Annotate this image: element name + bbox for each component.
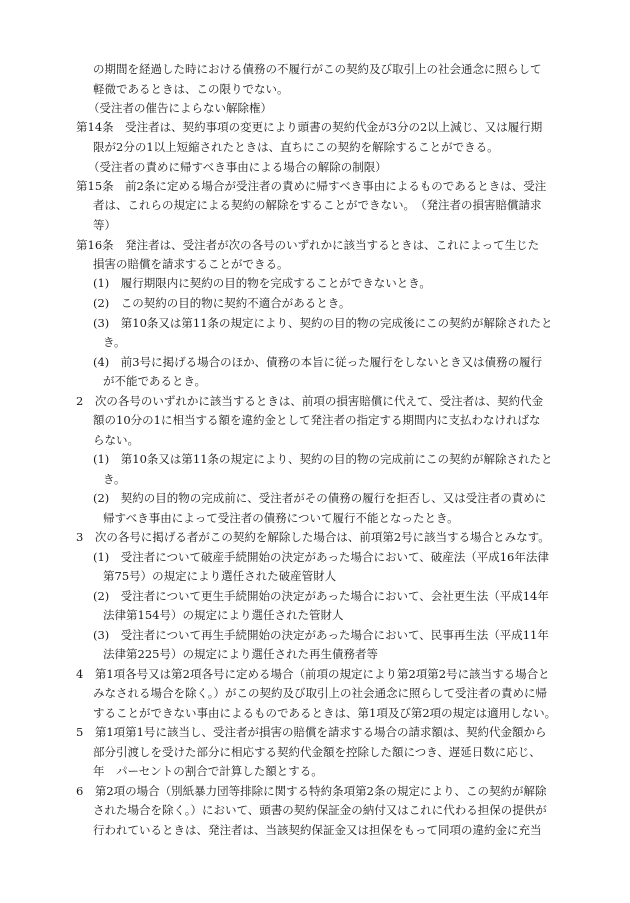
list-item: (3) 第10条又は第11条の規定により、契約の目的物の完成後にこの契約が解除されたと xyxy=(93,316,553,330)
text-line: 額の10分の1に相当する額を違約金として発注者の指定する期間内に支払わなければな xyxy=(93,413,541,427)
list-item: (2) この契約の目的物に契約不適合があるとき。 xyxy=(93,296,351,310)
list-item: (2) 契約の目的物の完成前に、受注者がその債務の履行を拒否し、又は受注者の責めに xyxy=(93,491,547,505)
list-item: (3) 受注者について再生手続開始の決定があった場合において、民事再生法（平成11年 xyxy=(93,628,549,642)
paragraph-5: 5 第1項第1号に該当し、受注者が損害の賠償を請求する場合の請求額は、契約代金額から xyxy=(76,725,547,739)
text-line: 軽微であるときは、この限りでない。 xyxy=(93,82,289,96)
list-item: (4) 前3号に掲げる場合のほか、債務の本旨に従った履行をしないとき又は債務の履行 xyxy=(93,355,543,369)
text-line: することができない事由によるものであるときは、第1項及び第2項の規定は適用しない。 xyxy=(93,706,557,720)
text-line: 第75号）の規定により選任された破産管財人 xyxy=(103,569,337,583)
text-line: が不能であるとき。 xyxy=(103,374,207,388)
text-line: 年 パーセントの割合で計算した額とする。 xyxy=(93,764,323,778)
text-line: 法律第225号）の規定により選任された再生債務者等 xyxy=(103,647,378,661)
text-line: 者は、これらの規定による契約の解除をすることができない。 （発注者の損害賠償請求 xyxy=(93,198,542,212)
list-item: (1) 受注者について破産手続開始の決定があった場合において、破産法（平成16年法律 xyxy=(93,550,549,564)
paragraph-2: 2 次の各号のいずれかに該当するときは、前項の損害賠償に代えて、受注者は、契約代金 xyxy=(76,394,544,408)
text-line: らない。 xyxy=(93,433,139,447)
text-line: みなされる場合を除く。）がこの契約及び取引上の社会通念に照らして受注者の責めに帰 xyxy=(93,686,548,700)
article-14: 第14条 受注者は、契約事項の変更により頭書の契約代金が3分の2以上減じ、又は履行期 xyxy=(76,120,543,134)
list-item: (1) 履行期限内に契約の目的物を完成することができないとき。 xyxy=(93,276,431,290)
text-line: き。 xyxy=(103,335,126,349)
text-line: 限が2分の1以上短縮されたときは、直ちにこの契約を解除することができる。 xyxy=(93,140,499,154)
section-heading: （受注者の催告によらない解除権） xyxy=(88,101,272,115)
text-line: 等） xyxy=(93,218,116,232)
text-line: 損害の賠償を請求することができる。 xyxy=(93,257,289,271)
article-16: 第16条 発注者は、受注者が次の各号のいずれかに該当するときは、これによって生じた xyxy=(76,238,540,252)
paragraph-6: 6 第2項の場合（別紙暴力団等排除に関する特約条項第2条の規定により、この契約が解除 xyxy=(76,784,547,798)
text-line: 法律第154号）の規定により選任された管財人 xyxy=(103,608,344,622)
list-item: (1) 第10条又は第11条の規定により、契約の目的物の完成前にこの契約が解除されたと xyxy=(93,452,553,466)
text-line: の期間を経過した時における債務の不履行がこの契約及び取引上の社会通念に照らして xyxy=(93,62,542,76)
text-line: 行われているときは、発注者は、当該契約保証金又は担保をもって同項の違約金に充当 xyxy=(93,823,542,837)
article-15: 第15条 前2条に定める場合が受注者の責めに帰すべき事由によるものであるときは、受注 xyxy=(76,179,547,193)
paragraph-3: 3 次の各号に掲げる者がこの契約を解除した場合は、前項第2号に該当する場合とみなす。 xyxy=(76,530,550,544)
list-item: (2) 受注者について更生手続開始の決定があった場合において、会社更生法（平成14年 xyxy=(93,589,549,603)
paragraph-4: 4 第1項各号又は第2項各号に定める場合（前項の規定により第2項第2号に該当する場合と xyxy=(76,667,550,681)
text-line: された場合を除く。）において、頭書の契約保証金の納付又はこれに代わる担保の提供が xyxy=(93,803,547,817)
text-line: き。 xyxy=(103,472,126,486)
text-line: 部分引渡しを受けた部分に相応する契約代金額を控除した額につき、遅延日数に応じ、 xyxy=(93,745,541,759)
text-line: 帰すべき事由によって受注者の債務について履行不能となったとき。 xyxy=(103,511,459,525)
section-heading: （受注者の責めに帰すべき事由による場合の解除の制限） xyxy=(88,160,387,174)
